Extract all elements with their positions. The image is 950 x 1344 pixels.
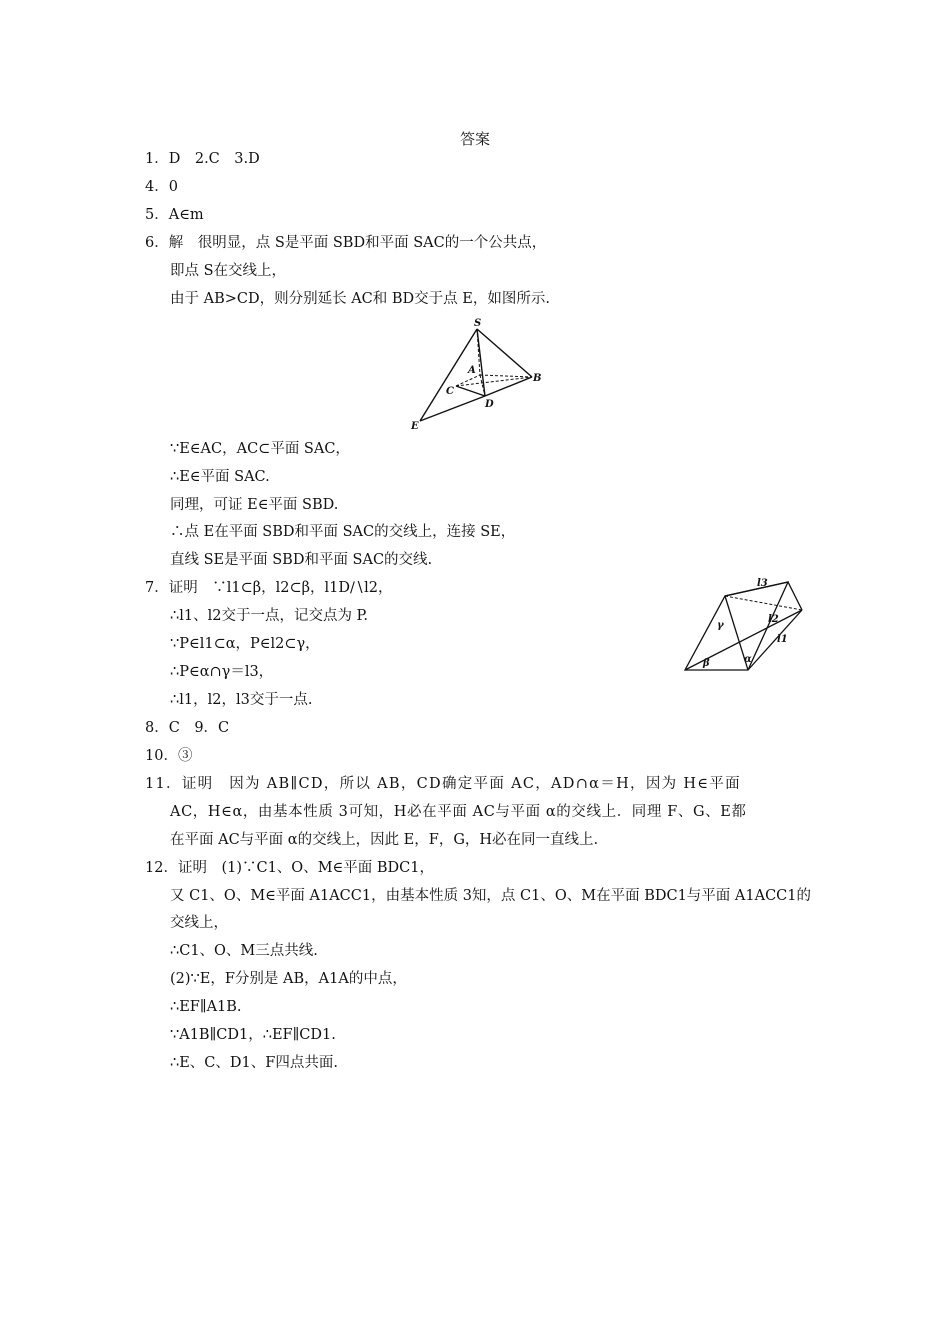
answer-12-line-5: (2)∵E，F分别是 AB，A1A的中点， bbox=[170, 971, 407, 987]
label-B: B bbox=[533, 373, 542, 384]
label-alpha: α bbox=[744, 654, 752, 665]
label-A: A bbox=[468, 365, 476, 376]
answer-12-line-3: 交线上， bbox=[170, 915, 228, 931]
answer-12-line-8: ∴E、C、D1、F四点共面. bbox=[170, 1055, 338, 1071]
answer-12-line-2: 又 C1、O、M∈平面 A1ACC1，由基本性质 3知，点 C1、O、M在平面 BDC1与平面 A1ACC1的 bbox=[170, 888, 811, 904]
pyramid-figure bbox=[405, 315, 555, 435]
answer-7-line-3: ∵P∈l1⊂α，P∈l2⊂γ， bbox=[170, 636, 320, 652]
answer-6-line-5: ∴E∈平面 SAC. bbox=[170, 469, 270, 485]
answer-6-line-4: ∵E∈AC，AC⊂平面 SAC， bbox=[170, 441, 350, 457]
answer-8-9: 8．C 9．C bbox=[145, 720, 230, 736]
answer-6-line-6: 同理，可证 E∈平面 SBD. bbox=[170, 497, 339, 513]
answer-12-line-1: 12．证明 (1)∵C1、O、M∈平面 BDC1， bbox=[145, 860, 434, 876]
answer-6-line-8: 直线 SE是平面 SBD和平面 SAC的交线. bbox=[170, 552, 433, 568]
answer-11-line-2: AC，H∈α，由基本性质 3可知，H必在平面 AC与平面 α的交线上．同理 F、G、E都 bbox=[170, 804, 747, 820]
label-l1: l1 bbox=[777, 634, 788, 645]
answer-12-line-7: ∵A1B∥CD1，∴EF∥CD1. bbox=[170, 1027, 336, 1043]
label-C: C bbox=[446, 386, 454, 397]
label-E: E bbox=[411, 421, 419, 432]
answer-11-line-1: 11．证明 因为 AB∥CD，所以 AB，CD确定平面 AC，AD∩α＝H，因为 H∈平面 bbox=[145, 776, 741, 792]
answer-11-line-3: 在平面 AC与平面 α的交线上，因此 E，F，G，H必在同一直线上. bbox=[170, 832, 599, 848]
answer-10: 10．③ bbox=[145, 748, 193, 764]
label-l3: l3 bbox=[757, 578, 768, 589]
page-title: 答案 bbox=[459, 130, 490, 148]
answer-4: 4．0 bbox=[145, 179, 178, 195]
three-planes-figure bbox=[680, 572, 810, 677]
answer-12-line-4: ∴C1、O、M三点共线. bbox=[170, 943, 318, 959]
answer-7-line-5: ∴l1，l2，l3交于一点. bbox=[170, 692, 313, 708]
answer-7-line-4: ∴P∈α∩γ＝l3， bbox=[170, 664, 274, 680]
answer-6-line-3: 由于 AB>CD，则分别延长 AC和 BD交于点 E，如图所示. bbox=[170, 291, 550, 307]
answer-6-line-7: ∴点 E在平面 SBD和平面 SAC的交线上，连接 SE， bbox=[170, 524, 516, 540]
answer-7-line-1: 7．证明 ∵l1⊂β，l2⊂β，l1D∕∖l2， bbox=[145, 580, 393, 596]
answer-5: 5．A∈m bbox=[145, 207, 204, 223]
label-l2: l2 bbox=[768, 614, 779, 625]
answer-6-line-1: 6．解 很明显，点 S是平面 SBD和平面 SAC的一个公共点， bbox=[145, 235, 547, 251]
answer-1-3: 1．D 2.C 3.D bbox=[145, 151, 260, 167]
answer-6-line-2: 即点 S在交线上， bbox=[170, 263, 287, 279]
label-S: S bbox=[474, 318, 482, 329]
answer-7-line-2: ∴l1、l2交于一点，记交点为 P. bbox=[170, 608, 368, 624]
answer-12-line-6: ∴EF∥A1B. bbox=[170, 999, 242, 1015]
label-gamma: γ bbox=[717, 620, 724, 631]
label-beta: β bbox=[703, 658, 710, 669]
label-D: D bbox=[485, 399, 494, 410]
